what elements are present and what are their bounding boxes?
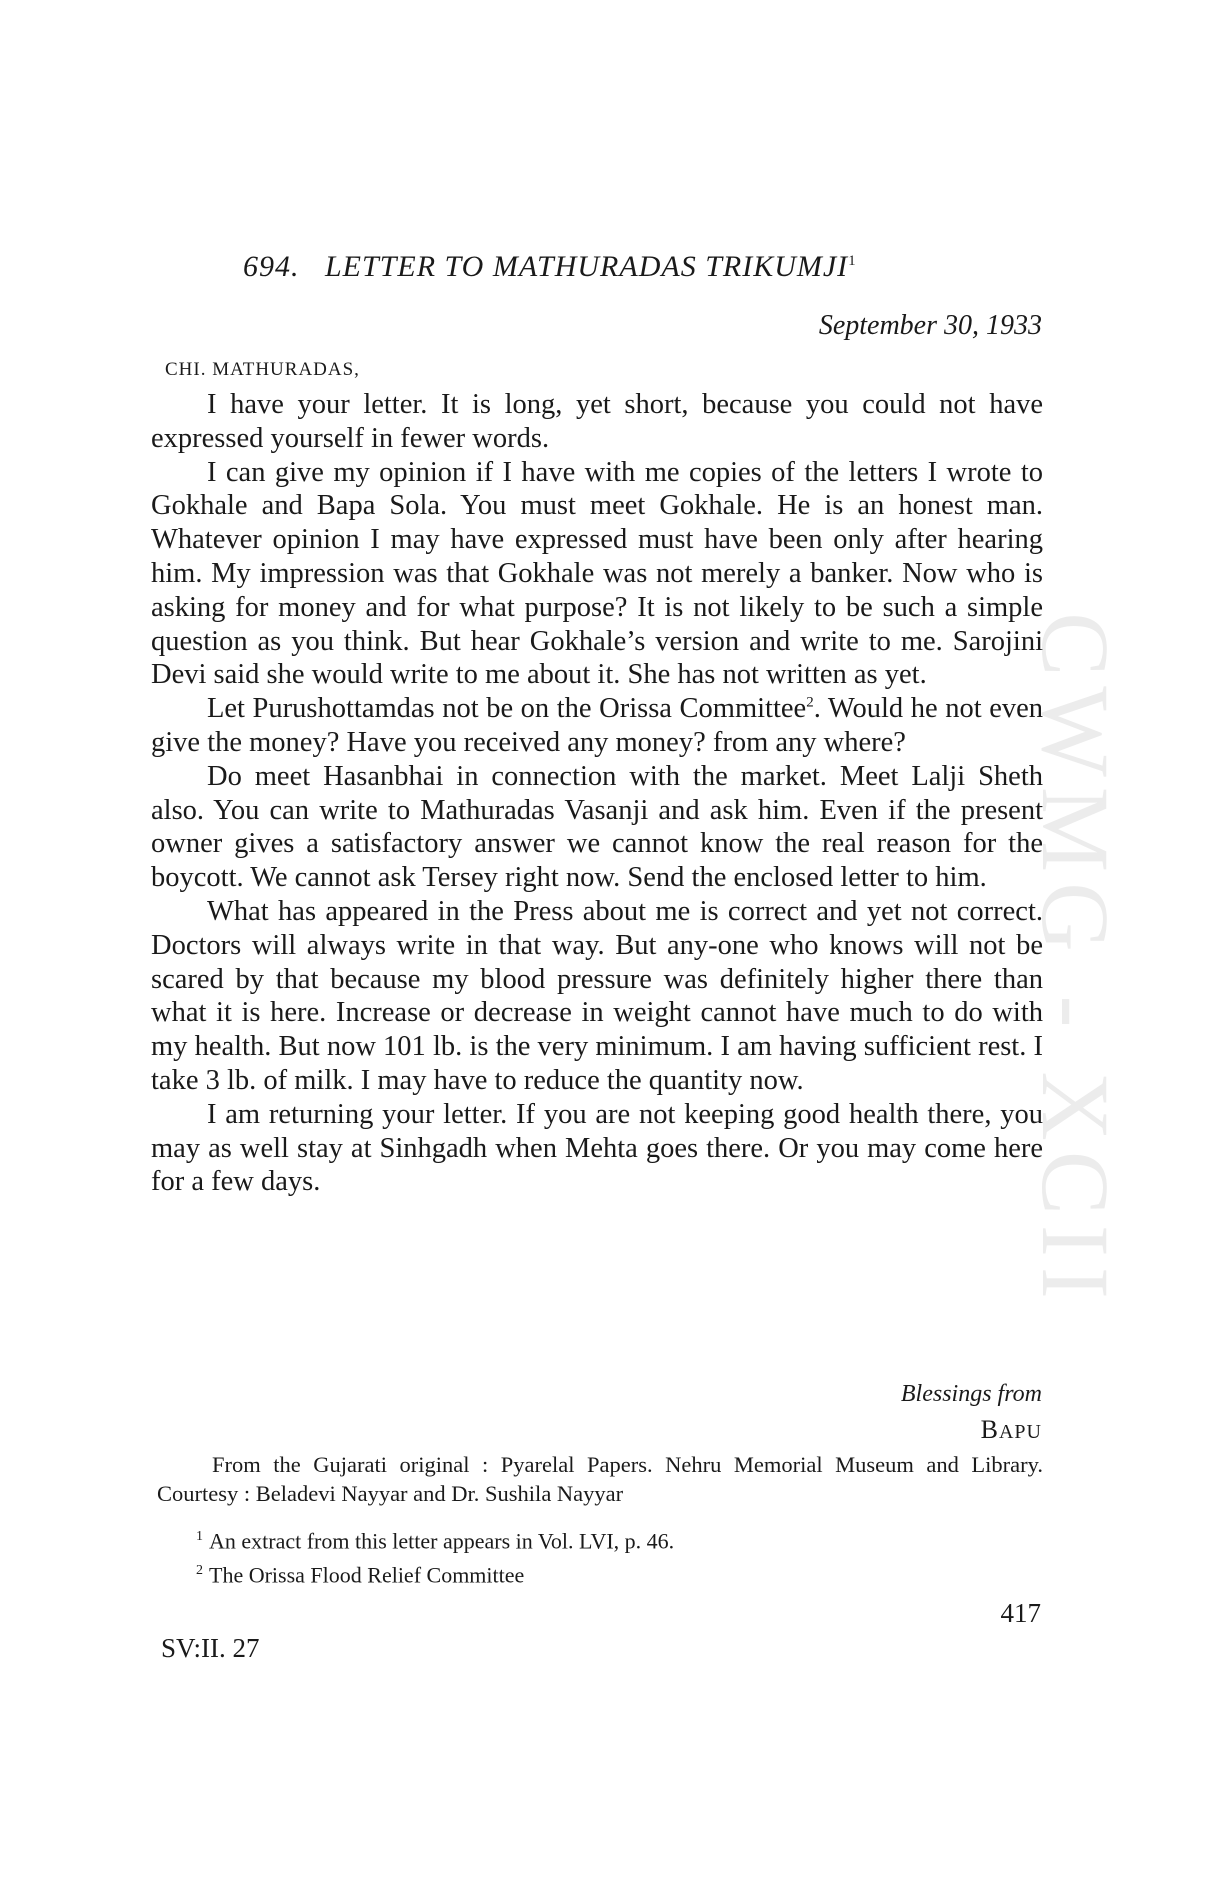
- paragraph-3-footnote-ref: 2: [806, 694, 814, 711]
- footnote-1-text: An extract from this letter appears in Vol. LVI, p. 46.: [209, 1528, 675, 1554]
- footnotes: [196, 1522, 674, 1591]
- paragraph-2: I can give my opinion if I have with me copies of the letters I wrote to Gokhale and Bapa Sola. You must meet Gokhale. He is an honest man. Whatever opinion I may have expressed must have been only after hearing him. My impression was that Gokhale was not merely a banker. Now who is asking for money and for what purpose? It is not likely to be such a simple question as you think. But hear Gokhale’s version and write to me. Sarojini Devi said she would write to me about it. She has not written as yet.: [151, 456, 1043, 691]
- paragraph-1: I have your letter. It is long, yet short, because you could not have expressed yourself in fewer words.: [151, 389, 1043, 454]
- letter-number: 694.: [243, 250, 300, 283]
- paragraph-6: I am returning your letter. If you are not keeping good health there, you may as well stay at Sinhgadh when Mehta goes there. Or you may come here for a few days.: [151, 1098, 1043, 1198]
- watermark: [1021, 480, 1129, 1440]
- signature-initial: B: [980, 1415, 999, 1444]
- paragraph-5: What has appeared in the Press about me is correct and yet not correct. Doctors will always write in that way. But any-one who knows will not be scared by that because my blood pressure was definitely higher there than what it is here. Increase or decrease in weight cannot have much to do with my health. But now 101 lb. is the very minimum. I am having sufficient rest. I take 3 lb. of milk. I may have to reduce the quantity now.: [151, 895, 1043, 1096]
- paragraph-3: [151, 692, 1043, 760]
- footnote-1: [196, 1522, 674, 1556]
- heading-footnote-ref: 1: [848, 253, 857, 269]
- letter-body: [151, 388, 1043, 1199]
- footnote-1-number: 1: [196, 1529, 203, 1544]
- footnote-2: [196, 1556, 674, 1590]
- salutation: CHI. MATHURADAS,: [165, 359, 360, 380]
- paragraph-3-after: . Would he not even give the money? Have you received any money? from any where?: [151, 693, 1043, 758]
- blessings-line: Blessings from: [900, 1381, 1042, 1407]
- letter-date: September 30, 1933: [818, 310, 1042, 341]
- footnote-2-text: The Orissa Flood Relief Committee: [209, 1562, 525, 1588]
- signature-name: [901, 1410, 1042, 1452]
- footnote-2-number: 2: [196, 1563, 203, 1579]
- page-number: 417: [1000, 1598, 1041, 1628]
- printer-signature-code: SV:II. 27: [161, 1633, 260, 1663]
- signature-rest: APU: [998, 1421, 1042, 1443]
- letter-title: LETTER TO MATHURADAS TRIKUMJI: [325, 250, 849, 283]
- signoff: [901, 1378, 1042, 1452]
- source-text: From the Gujarati original : Pyarelal Papers. Nehru Memorial Museum and Library. Courtesy : Beladevi Nayyar and Dr. Sushila Nayyar: [157, 1452, 1043, 1506]
- letter-heading: [243, 250, 857, 284]
- paragraph-3-before: Let Purushottamdas not be on the Orissa Committee: [207, 693, 807, 725]
- watermark-text: CWMG - XCII: [1021, 611, 1129, 1309]
- source-note: [157, 1450, 1043, 1508]
- paragraph-4: Do meet Hasanbhai in connection with the market. Meet Lalji Sheth also. You can write to Mathuradas Vasanji and ask him. Even if the present owner gives a satisfactory answer we cannot know the real reason for the boycott. We cannot ask Tersey right now. Send the enclosed letter to him.: [151, 760, 1043, 894]
